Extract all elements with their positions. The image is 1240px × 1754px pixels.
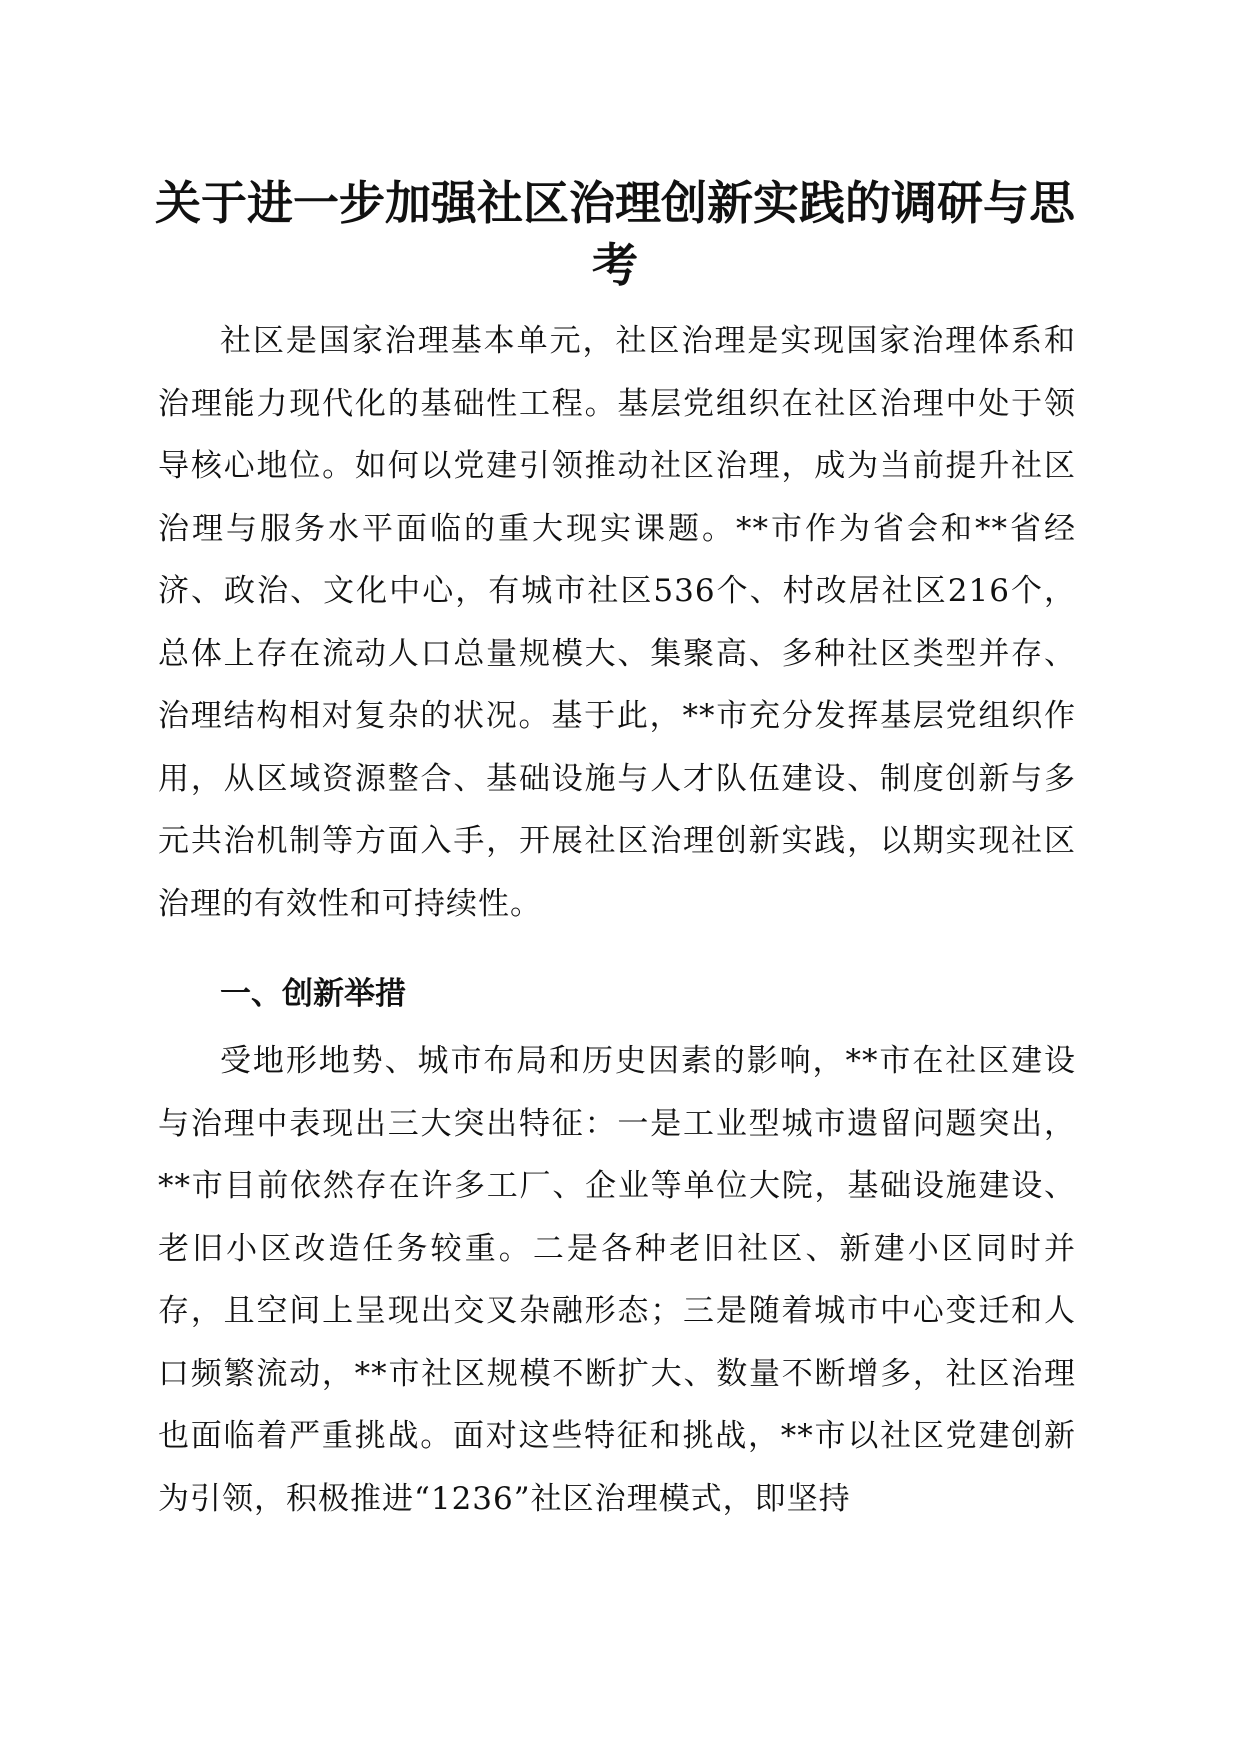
- section-1-paragraph: 受地形地势、城市布局和历史因素的影响，**市在社区建设与治理中表现出三大突出特征：一是工业型城市遗留问题突出，**市目前依然存在许多工厂、企业等单位大院，基础设施建设、老旧小区改造任务较重。二是各种老旧社区、新建小区同时并存，且空间上呈现出交叉杂融形态；三是随着城市中心变迁和人口频繁流动，**市社区规模不断扩大、数量不断增多，社区治理也面临着严重挑战。面对这些特征和挑战，**市以社区党建创新为引领，积极推进“1236”社区治理模式，即坚持: [158, 1043, 1076, 1517]
- document-title: 关于进一步加强社区治理创新实践的调研与思考: [155, 176, 1075, 292]
- section-heading-innovation-measures: 一、创新举措: [220, 976, 406, 1012]
- intro-paragraph: 社区是国家治理基本单元，社区治理是实现国家治理体系和治理能力现代化的基础性工程。基层党组织在社区治理中处于领导核心地位。如何以党建引领推动社区治理，成为当前提升社区治理与服务水平面临的重大现实课题。**市作为省会和**省经济、政治、文化中心，有城市社区536个、村改居社区216个，总体上存在流动人口总量规模大、集聚高、多种社区类型并存、治理结构相对复杂的状况。基于此，**市充分发挥基层党组织作用，从区域资源整合、基础设施与人才队伍建设、制度创新与多元共治机制等方面入手，开展社区治理创新实践，以期实现社区治理的有效性和可持续性。: [158, 323, 1076, 922]
